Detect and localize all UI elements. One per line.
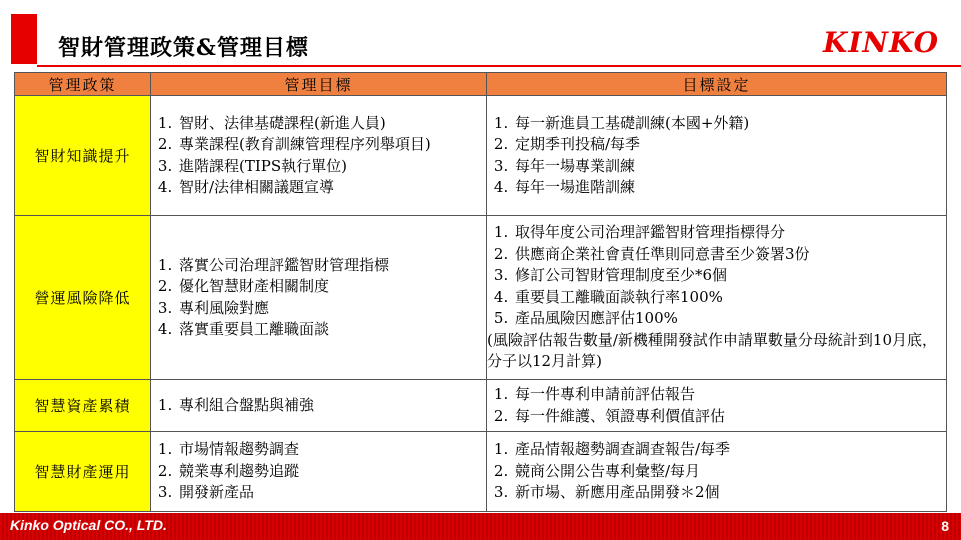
table-row (15, 216, 947, 380)
goal-item: 2. 優化智慧財產相關制度 (177, 276, 486, 298)
table-row (15, 432, 947, 512)
targets-cell (487, 96, 947, 216)
goal-item: 4. 落實重要員工離職面談 (177, 319, 486, 341)
target-item: 2. 競商公開公告專利彙整/每月 (513, 461, 946, 483)
goal-item: 1. 智財、法律基礎課程(新進人員) (177, 113, 486, 135)
table-header-row (15, 73, 947, 96)
goal-item: 2. 專業課程(教育訓練管理程序列舉項目) (177, 134, 486, 156)
goal-item: 3. 開發新產品 (177, 482, 486, 504)
goal-item: 3. 專利風險對應 (177, 298, 486, 320)
goal-item: 4. 智財/法律相關議題宣導 (177, 177, 486, 199)
target-item: 2. 每一件維護、領證專利價值評估 (513, 406, 946, 428)
company-logo: KINKO (822, 26, 939, 59)
footer-company: Kinko Optical CO., LTD. (10, 517, 167, 533)
target-item: 5. 產品風險因應評估100% (513, 308, 946, 330)
goals-cell (151, 432, 487, 512)
goals-cell (151, 96, 487, 216)
title-accent-block (11, 14, 37, 64)
target-item: 2. 供應商企業社會責任準則同意書至少簽署3份 (513, 244, 946, 266)
goal-item: 1. 市場情報趨勢調查 (177, 439, 486, 461)
target-note: (風險評估報告數量/新機種開發試作申請單數量分母統計到10月底，分子以12月計算) (487, 330, 937, 371)
target-item: 2. 定期季刊投稿/每季 (513, 134, 946, 156)
target-item: 1. 取得年度公司治理評鑑智財管理指標得分 (513, 222, 946, 244)
goal-item: 1. 專利組合盤點與補強 (177, 395, 486, 417)
target-item: 1. 產品情報趨勢調查調查報告/每季 (513, 439, 946, 461)
page-title: 智財管理政策&管理目標 (58, 35, 309, 61)
policy-cell: 智慧財產運用 (15, 432, 151, 512)
target-item: 3. 新市場、新應用產品開發＊2個 (513, 482, 946, 504)
goal-item: 1. 落實公司治理評鑑智財管理指標 (177, 255, 486, 277)
goals-cell (151, 380, 487, 432)
table-row (15, 380, 947, 432)
header-goals: 管理目標 (151, 73, 487, 96)
goal-item: 3. 進階課程(TIPS執行單位) (177, 156, 486, 178)
target-item: 4. 每年一場進階訓練 (513, 177, 946, 199)
target-item: 4. 重要員工離職面談執行率100% (513, 287, 946, 309)
title-divider (37, 65, 961, 67)
goal-item: 2. 競業專利趨勢追蹤 (177, 461, 486, 483)
targets-cell (487, 216, 947, 380)
targets-cell (487, 380, 947, 432)
target-item: 3. 修訂公司智財管理制度至少*6個 (513, 265, 946, 287)
header-policy: 管理政策 (15, 73, 151, 96)
policy-cell: 智財知識提升 (15, 96, 151, 216)
policy-table (14, 72, 947, 512)
page-number: 8 (941, 518, 949, 534)
table-row (15, 96, 947, 216)
header-targets: 目標設定 (487, 73, 947, 96)
target-item: 3. 每年一場專業訓練 (513, 156, 946, 178)
targets-cell (487, 432, 947, 512)
target-item: 1. 每一新進員工基礎訓練(本國+外籍) (513, 113, 946, 135)
target-item: 1. 每一件專利申請前評估報告 (513, 384, 946, 406)
policy-cell: 營運風險降低 (15, 216, 151, 380)
policy-cell: 智慧資產累積 (15, 380, 151, 432)
goals-cell (151, 216, 487, 380)
